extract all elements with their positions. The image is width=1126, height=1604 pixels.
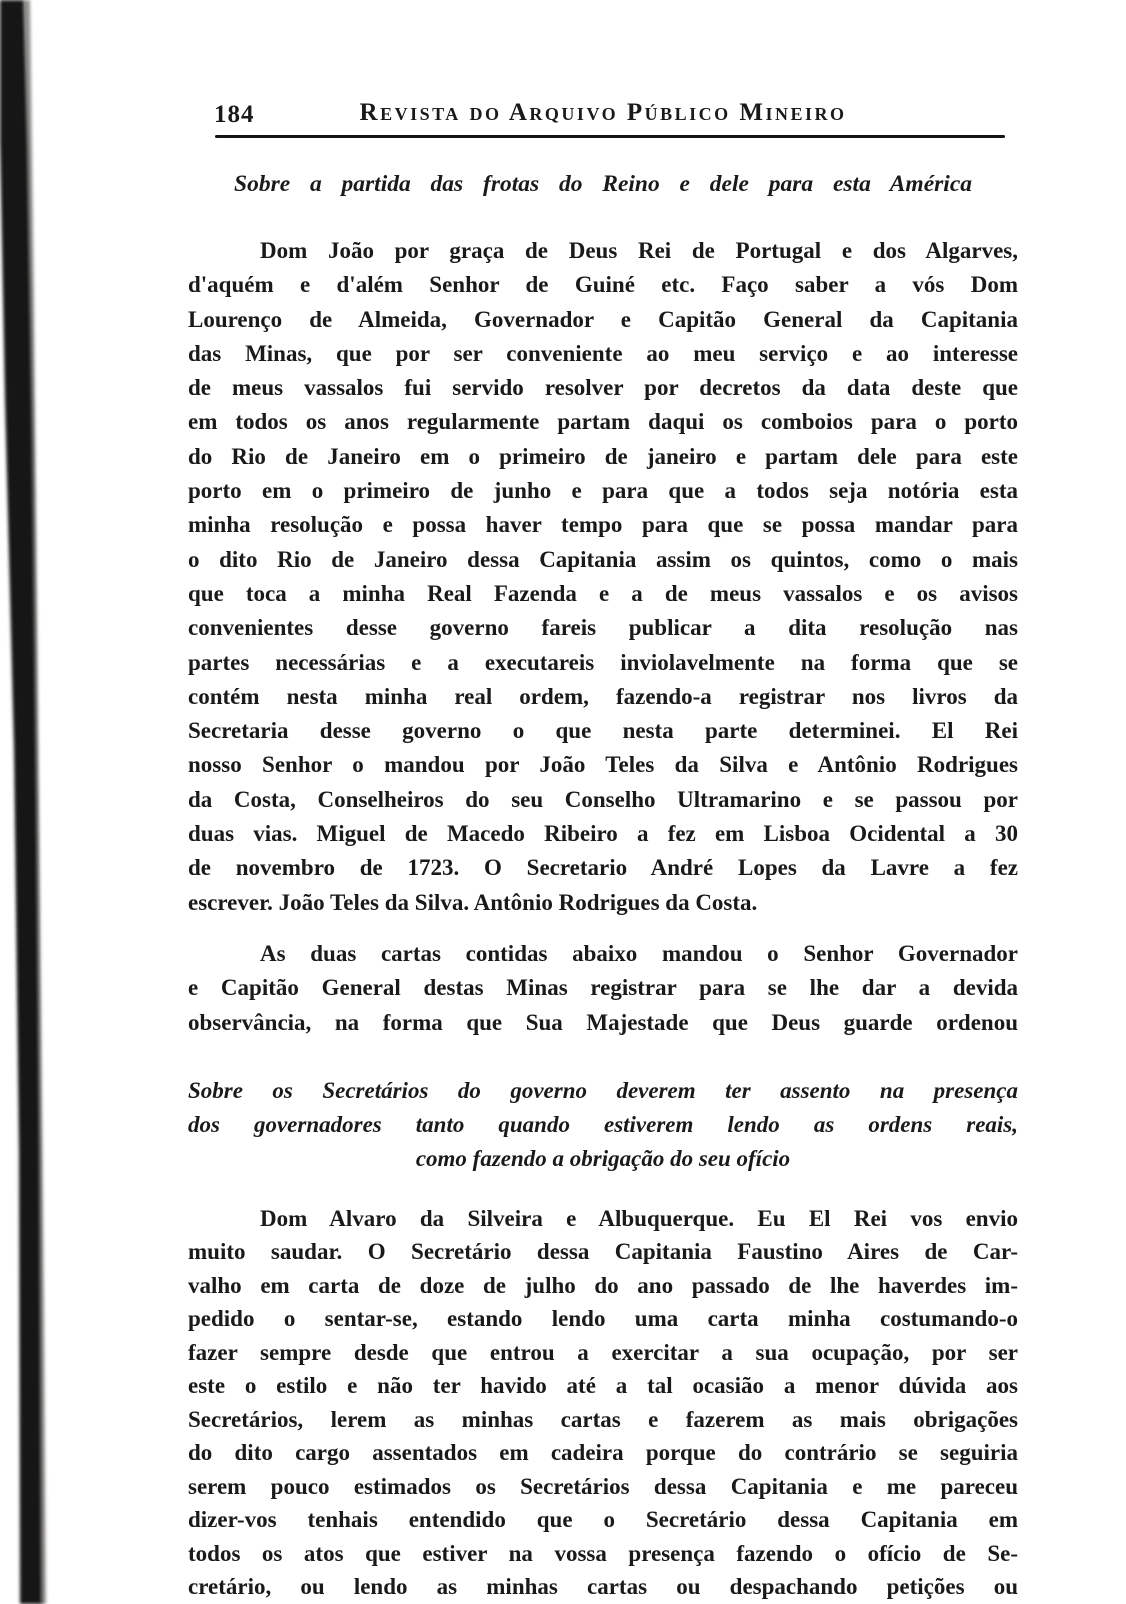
text-line: muito saudar. O Secretário dessa Capitania Faustino Aires de Car- (188, 1239, 1018, 1265)
text-line: convenientes desse governo fareis publicar a dita resolução nas (188, 615, 1018, 641)
text-line: duas vias. Miguel de Macedo Ribeiro a fez em Lisboa Ocidental a 30 (188, 821, 1018, 847)
text-line: contém nesta minha real ordem, fazendo-a registrar nos livros da (188, 683, 1018, 709)
book-binding-shadow (0, 0, 60, 1604)
text-line: de novembro de 1723. O Secretario André Lopes da Lavre a fez (188, 855, 1018, 881)
text-line: As duas cartas contidas abaixo mandou o Senhor Governador (260, 940, 1018, 966)
text-line: do dito cargo assentados em cadeira porque do contrário se seguiria (188, 1440, 1018, 1466)
text-line: das Minas, que por ser conveniente ao meu serviço e ao interesse (188, 340, 1018, 366)
text-line: Dom João por graça de Deus Rei de Portugal e dos Algarves, (260, 238, 1018, 263)
text-line: serem pouco estimados os Secretários dessa Capitania e me pareceu (188, 1473, 1018, 1499)
text-line: Secretaria desse governo o que nesta parte determinei. El Rei (188, 718, 1018, 744)
text-line: de meus vassalos fui servido resolver por decretos da data deste que (188, 375, 1018, 401)
text-line: Lourenço de Almeida, Governador e Capitão General da Capitania (188, 306, 1018, 332)
text-line: em todos os anos regularmente partam daqui os comboios para o porto (188, 409, 1018, 435)
text-line: porto em o primeiro de junho e para que a todos seja notória esta (188, 478, 1018, 504)
text-line: do Rio de Janeiro em o primeiro de janeiro e partam dele para este (188, 443, 1018, 469)
text-line: todos os atos que estiver na vossa presença fazendo o ofício de Se- (188, 1540, 1018, 1566)
text-line: da Costa, Conselheiros do seu Conselho Ultramarino e se passou por (188, 786, 1018, 812)
text-line: o dito Rio de Janeiro dessa Capitania assim os quintos, como o mais (188, 546, 1018, 572)
text-line: dos governadores tanto quando estiverem lendo as ordens reais, (188, 1111, 1018, 1137)
section2-heading (188, 1074, 1018, 1176)
text-line: minha resolução e possa haver tempo para que se possa mandar para (188, 512, 1018, 538)
page-header (188, 99, 1018, 131)
section1-heading: Sobre a partida das frotas do Reino e dele para esta América (234, 171, 972, 197)
paragraph-royal-order (188, 234, 1018, 920)
text-line: que toca a minha Real Fazenda e a de meus vassalos e os avisos (188, 580, 1018, 606)
text-line: Sobre os Secretários do governo deverem ter assento na presença (188, 1077, 1018, 1103)
text-line: valho em carta de doze de julho do ano passado de lhe haverdes im- (188, 1272, 1018, 1298)
text-line: dizer-vos tenhais entendido que o Secretário dessa Capitania em (188, 1507, 1018, 1533)
paragraph-two-letters-note (188, 937, 1018, 1040)
text-line: pedido o sentar-se, estando lendo uma carta minha costumando-o (188, 1306, 1018, 1332)
text-line: nosso Senhor o mandou por João Teles da Silva e Antônio Rodrigues (188, 752, 1018, 778)
text-line: cretário, ou lendo as minhas cartas ou despachando petições ou (188, 1574, 1018, 1600)
text-line: este o estilo e não ter havido até a tal ocasião a menor dúvida aos (188, 1373, 1018, 1399)
page-content (188, 0, 1018, 1604)
text-line: observância, na forma que Sua Majestade que Deus guarde ordenou (188, 1009, 1018, 1035)
text-line: fazer sempre desde que entrou a exercitar a sua ocupação, por ser (188, 1339, 1018, 1365)
text-line: Secretários, lerem as minhas cartas e fazerem as mais obrigações (188, 1406, 1018, 1432)
text-line: Dom Alvaro da Silveira e Albuquerque. Eu El Rei vos envio (260, 1205, 1018, 1231)
text-line: d'aquém e d'além Senhor de Guiné etc. Faço saber a vós Dom (188, 272, 1018, 298)
text-line: partes necessárias e a executareis inviolavelmente na forma que se (188, 649, 1018, 675)
journal-title: Revista do Arquivo Público Mineiro (359, 99, 847, 126)
text-line: e Capitão General destas Minas registrar para se lhe dar a devida (188, 975, 1018, 1001)
header-rule (215, 135, 1005, 138)
paragraph-secretaries-letter (188, 1202, 1018, 1604)
text-line: escrever. João Teles da Silva. Antônio Rodrigues da Costa. (188, 889, 758, 915)
text-line: como fazendo a obrigação do seu ofício (415, 1145, 791, 1171)
page-number: 184 (214, 101, 255, 128)
